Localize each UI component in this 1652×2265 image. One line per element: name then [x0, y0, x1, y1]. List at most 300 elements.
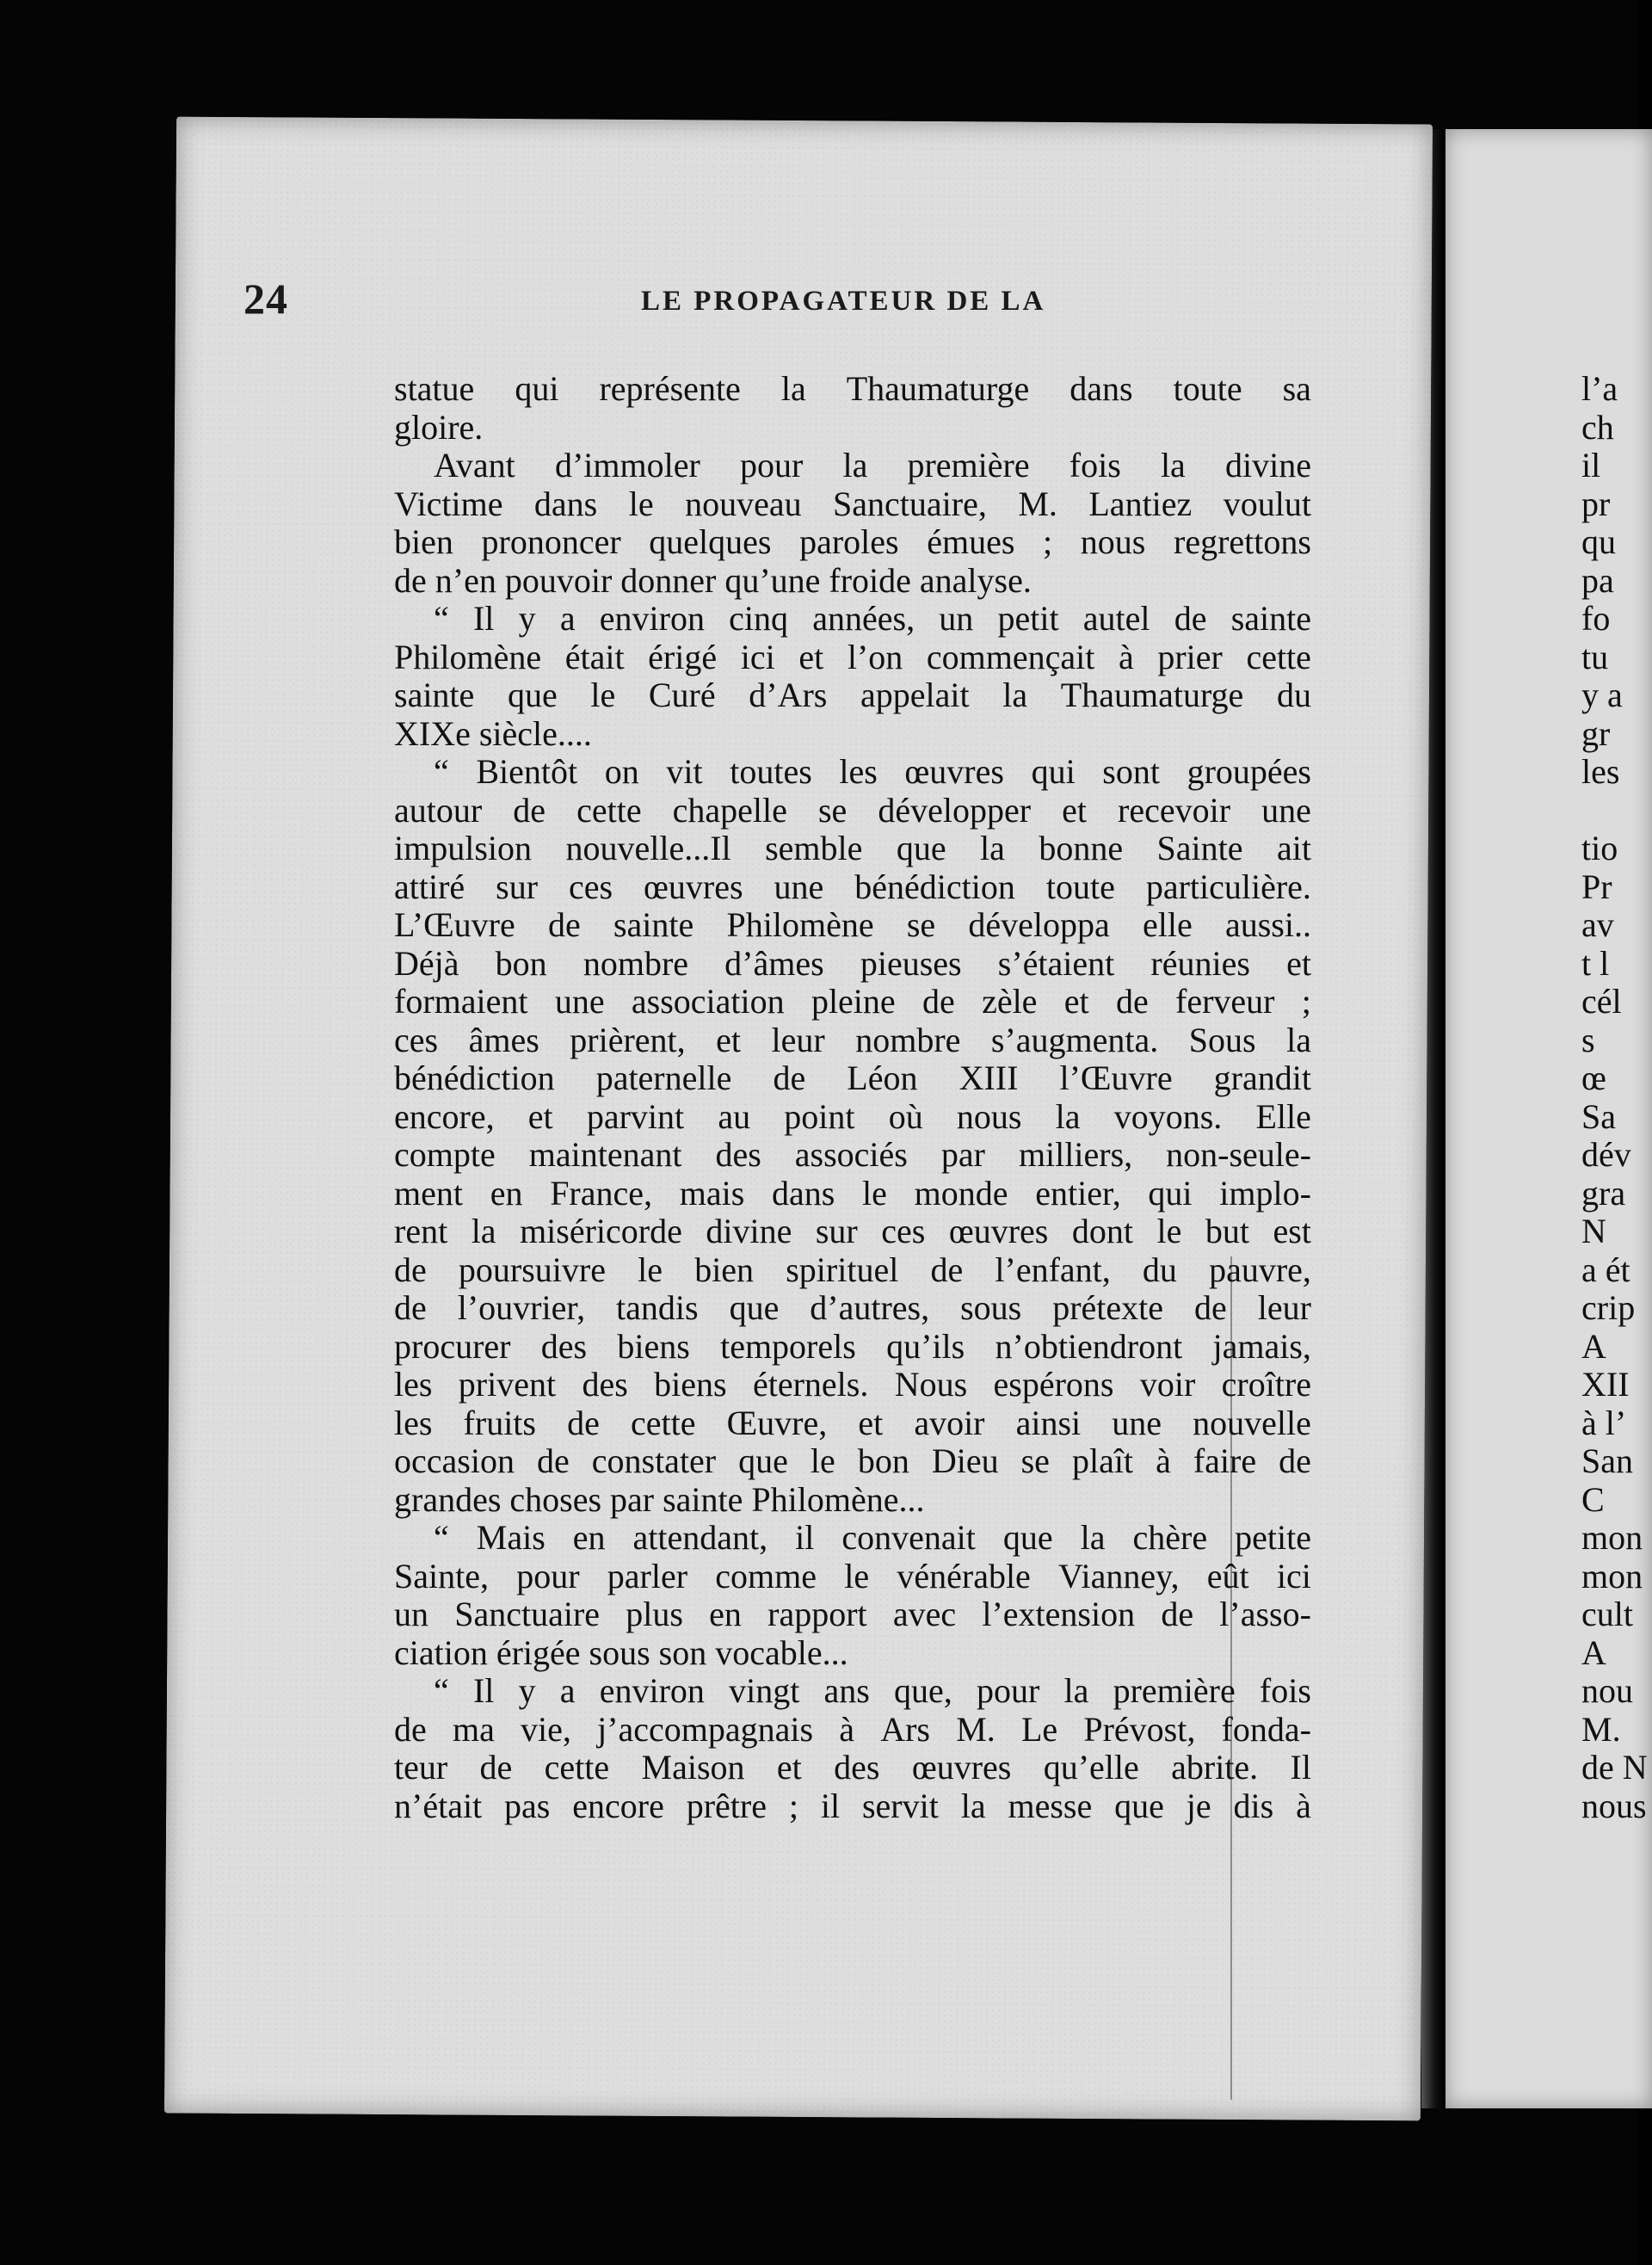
word: impulsion [394, 829, 533, 867]
word: de [536, 1441, 570, 1480]
word: M. [956, 1709, 996, 1749]
word: encore, [394, 1096, 495, 1136]
word: représente [599, 369, 741, 408]
word: petite [1235, 1518, 1311, 1557]
word: Ars [880, 1709, 930, 1749]
word: faire [1193, 1441, 1257, 1480]
word: de [547, 905, 581, 944]
word: Philomène [394, 637, 542, 676]
facing-page-fragment: les [1581, 752, 1620, 791]
facing-page-fragment: s [1581, 1020, 1595, 1059]
word: temporels [720, 1326, 856, 1366]
word: attendant, [632, 1518, 768, 1557]
word: prièrent, [570, 1020, 686, 1059]
text-line [394, 1328, 1311, 1367]
word: encore [572, 1786, 664, 1825]
text-line [394, 639, 1311, 677]
word: spirituel [786, 1250, 899, 1289]
word: se [817, 790, 848, 830]
word: Thaumaturge [846, 369, 1030, 408]
text-line [394, 792, 1311, 830]
facing-page-fragment: y a [1581, 676, 1623, 714]
text-line [394, 1366, 1311, 1404]
facing-page-fragment: crip [1581, 1288, 1636, 1327]
word: milliers, [1018, 1135, 1133, 1174]
facing-page-fragment: gr [1581, 713, 1611, 753]
word: et [1286, 943, 1311, 983]
word: poursuivre [458, 1250, 606, 1289]
word: vénérable [897, 1556, 1031, 1595]
word: une [774, 867, 824, 906]
text-line [394, 868, 1311, 907]
word: bénédiction [394, 1058, 555, 1097]
text-line [394, 1136, 1311, 1175]
word: au [718, 1096, 751, 1136]
word: pour [976, 1671, 1040, 1710]
word: maintenant [528, 1135, 682, 1174]
word: était [564, 637, 625, 676]
word: “ [434, 599, 449, 638]
word: et [1062, 790, 1087, 830]
word: à [839, 1709, 855, 1749]
word: Thaumaturge [1060, 676, 1244, 714]
word: pauvre, [1209, 1250, 1311, 1289]
text-line [394, 1749, 1311, 1787]
word: l’asso- [1219, 1595, 1311, 1633]
text-line [394, 1098, 1311, 1137]
word: première [1113, 1671, 1236, 1710]
word: Elle [1255, 1096, 1311, 1136]
word: Sainte [1156, 829, 1243, 867]
word: de [1115, 982, 1149, 1021]
word: fois [1259, 1671, 1311, 1710]
word: que [507, 676, 558, 714]
word: sainte [394, 676, 475, 714]
word: Déjà [394, 943, 459, 983]
word: statue [394, 369, 475, 408]
text-line-content: XIXe siècle.... [394, 713, 592, 753]
word: la [1080, 1518, 1106, 1557]
word: association [631, 982, 785, 1021]
word: de [513, 790, 546, 830]
word: le [810, 1441, 835, 1480]
word: toute [1045, 867, 1115, 906]
facing-page-fragment: tu [1581, 637, 1609, 676]
text-line [394, 1059, 1311, 1098]
word: dont [1071, 1212, 1133, 1250]
word: jamais, [1212, 1326, 1311, 1366]
word: de [922, 982, 955, 1021]
word: un [394, 1595, 428, 1633]
word: sa [1282, 369, 1311, 408]
word: années, [812, 599, 915, 638]
word: pour [739, 446, 804, 484]
word: pour [516, 1556, 580, 1595]
text-line [394, 1289, 1311, 1328]
facing-page-fragment: t l [1581, 943, 1610, 983]
word: associés [794, 1135, 908, 1174]
text-line [394, 753, 1311, 792]
word: ment [394, 1173, 463, 1213]
word: formaient [394, 982, 528, 1021]
word: j’accompagnais [597, 1709, 814, 1749]
word: divine [706, 1212, 792, 1250]
word: les [394, 1403, 433, 1442]
text-line-content: gloire. [394, 407, 484, 447]
word: en [490, 1173, 523, 1213]
word: fois [1069, 446, 1121, 484]
word: particulière. [1145, 867, 1311, 906]
word: point [784, 1096, 855, 1136]
word: bien [694, 1250, 755, 1289]
word: l’Œuvre [1059, 1058, 1173, 1097]
word: vingt [729, 1671, 800, 1710]
body-text [394, 370, 1311, 1825]
word: divine [1224, 446, 1311, 484]
word: semble [765, 829, 863, 867]
facing-page-fragment: cult [1581, 1595, 1633, 1633]
text-line [394, 1213, 1311, 1251]
word: se [1020, 1441, 1050, 1480]
word: parler [607, 1556, 688, 1595]
word: Léon [847, 1058, 918, 1097]
word: rapport [767, 1595, 867, 1633]
word: voir [1139, 1365, 1196, 1404]
word: et [1063, 982, 1089, 1021]
word: par [940, 1135, 985, 1174]
word: Mais [476, 1518, 546, 1557]
word: sainte [1230, 599, 1311, 638]
word: érigé [648, 637, 718, 676]
word: réunies [1150, 943, 1250, 983]
facing-page-fragment: fo [1581, 599, 1611, 638]
word: à [1118, 637, 1134, 676]
text-line [394, 1672, 1311, 1711]
text-line [394, 370, 1311, 409]
word: nombre [855, 1020, 961, 1059]
text-line [394, 1251, 1311, 1290]
word: abrite. [1171, 1748, 1259, 1787]
facing-page-fragment: l’a [1581, 369, 1618, 408]
word: voulut [1223, 484, 1311, 523]
word: Bientôt [476, 752, 578, 791]
facing-page-fragment: nous [1581, 1786, 1647, 1825]
word: Lantiez [1088, 484, 1193, 523]
text-line [394, 830, 1311, 868]
word: la [1002, 676, 1028, 714]
word: bonne [1039, 829, 1124, 867]
text-line [394, 485, 1311, 524]
word: plaît [1071, 1441, 1134, 1480]
word: éternels. [752, 1365, 869, 1404]
word: d’âmes [724, 943, 824, 983]
facing-page-fragment: Sa [1581, 1096, 1616, 1136]
text-line [394, 1558, 1311, 1596]
word: œuvres [911, 1748, 1012, 1787]
word: tandis [616, 1288, 699, 1327]
word: l’on [847, 637, 903, 676]
word: de [1193, 1288, 1227, 1327]
word: de [773, 1058, 806, 1097]
word: je [1186, 1786, 1211, 1825]
text-line [394, 906, 1311, 945]
word: œuvres [948, 1212, 1049, 1250]
word: œuvres [644, 867, 743, 906]
word: eût [1206, 1556, 1249, 1595]
word: ; [788, 1786, 798, 1825]
word: ces [881, 1212, 926, 1250]
word: messe [1008, 1786, 1093, 1825]
word: n’était [394, 1786, 483, 1825]
word: plus [626, 1595, 683, 1633]
word: constater [591, 1441, 717, 1480]
word: ici [740, 637, 775, 676]
text-line [394, 562, 1311, 601]
text-line [394, 676, 1311, 715]
running-title: LE PROPAGATEUR DE LA [641, 286, 1046, 317]
facing-page-fragment: tio [1581, 829, 1618, 867]
word: de [394, 1288, 427, 1327]
word: la [471, 1212, 496, 1250]
word: cinq [729, 599, 789, 638]
word: que [729, 1288, 780, 1327]
word: Philomène [726, 905, 874, 944]
word: on [604, 752, 639, 791]
word: le [628, 484, 654, 523]
word: groupées [1187, 752, 1311, 791]
word: et [527, 1096, 553, 1136]
word: nous [956, 1096, 1022, 1136]
word: a [559, 1671, 576, 1710]
word: toutes [730, 752, 812, 791]
word: parvint [586, 1096, 685, 1136]
word: “ [434, 1518, 449, 1557]
word: cette [630, 1403, 696, 1442]
word: nouvelle [1193, 1403, 1311, 1442]
word: chère [1132, 1518, 1208, 1557]
word: ; [1301, 982, 1311, 1021]
text-line [394, 409, 1311, 447]
word: Curé [648, 676, 716, 714]
word: de [394, 1709, 427, 1749]
word: sont [1102, 752, 1160, 791]
facing-page-fragment: nou [1581, 1671, 1633, 1710]
word: Il [1290, 1748, 1311, 1787]
word: et [716, 1020, 742, 1059]
word: elle [1143, 905, 1193, 944]
word: de [1279, 1441, 1311, 1480]
text-line [394, 1021, 1311, 1060]
word: compte [394, 1135, 496, 1174]
text-line [394, 1175, 1311, 1213]
word: à [1296, 1786, 1311, 1825]
word: Victime [394, 484, 503, 523]
word: paternelle [595, 1058, 732, 1097]
word: procurer [394, 1326, 511, 1366]
word: l’enfant, [995, 1250, 1111, 1289]
word: biens [617, 1326, 690, 1366]
word: développer [878, 790, 1032, 830]
word: regrettons [1174, 522, 1311, 561]
facing-page-fragment: A [1581, 1326, 1606, 1366]
word: autel [1082, 599, 1150, 638]
text-line-content: ciation érigée sous son vocable... [394, 1632, 848, 1672]
word: teur [394, 1748, 448, 1787]
word: et [776, 1748, 802, 1787]
facing-page-fragment: a ét [1581, 1250, 1630, 1289]
facing-page-fragment: av [1581, 905, 1614, 944]
word: cette [576, 790, 642, 830]
text-line [394, 1787, 1311, 1826]
word: grandit [1213, 1058, 1311, 1097]
word: l’extension [982, 1595, 1136, 1633]
word: prétexte [1052, 1288, 1164, 1327]
word: prêtre [686, 1786, 767, 1825]
word: vie, [521, 1709, 571, 1749]
facing-page-fragment: qu [1581, 522, 1616, 561]
word: d’immoler [554, 446, 700, 484]
word: L’Œuvre [394, 905, 515, 944]
word: s’augmenta. [990, 1020, 1159, 1059]
word: “ [434, 1671, 449, 1710]
page-number: 24 [243, 275, 288, 323]
word: sur [496, 867, 539, 906]
word: ans [823, 1671, 870, 1710]
word: ; [1043, 522, 1053, 561]
word: dans [1069, 369, 1133, 408]
word: environ [599, 1671, 705, 1710]
word: la [960, 1786, 986, 1825]
word: Dieu [931, 1441, 999, 1480]
word: œuvres [904, 752, 1004, 791]
word: que [738, 1441, 788, 1480]
word: Vianney, [1058, 1556, 1180, 1595]
word: y [518, 1671, 536, 1710]
word: convenait [841, 1518, 976, 1557]
word: nombre [583, 943, 689, 983]
text-line [394, 983, 1311, 1021]
word: Maison [641, 1748, 745, 1787]
word: Prévost, [1083, 1709, 1196, 1749]
word: dans [772, 1173, 835, 1213]
word: leur [771, 1020, 825, 1059]
facing-page-fragment: de N [1581, 1748, 1648, 1787]
word: l’ouvrier, [457, 1288, 586, 1327]
word: commençait [926, 637, 1095, 676]
word: les [394, 1365, 433, 1404]
word: Œuvre, [726, 1403, 828, 1442]
word: petit [997, 599, 1059, 638]
word: prononcer [481, 522, 621, 561]
word: Sanctuaire [454, 1595, 601, 1633]
word: rent [394, 1212, 448, 1250]
text-line [394, 1481, 1311, 1520]
word: la [1286, 1020, 1311, 1059]
word: sous [960, 1288, 1022, 1327]
word: la [780, 369, 806, 408]
facing-page-fragment: C [1581, 1479, 1605, 1519]
word: de [1174, 599, 1207, 638]
word: privent [458, 1365, 557, 1404]
word: chapelle [672, 790, 787, 830]
word: à [1156, 1441, 1171, 1480]
word: le [1156, 1212, 1182, 1250]
word: France, [550, 1173, 653, 1213]
word: d’Ars [749, 676, 828, 714]
word: de [394, 1250, 427, 1289]
text-line-content: grandes choses par sainte Philomène... [394, 1479, 925, 1519]
word: bien [394, 522, 453, 561]
facing-page-fragment: N [1581, 1212, 1606, 1250]
facing-page-fragment: il [1581, 446, 1601, 484]
word: sur [815, 1212, 858, 1250]
word: ait [1276, 829, 1311, 867]
word: biens [654, 1365, 727, 1404]
word: qui [1031, 752, 1076, 791]
word: nous [1080, 522, 1146, 561]
word: appelait [860, 676, 970, 714]
word: une [1261, 790, 1311, 830]
word: M. [1018, 484, 1057, 523]
word: quelques [649, 522, 772, 561]
facing-page-fragment: XII [1581, 1365, 1630, 1404]
word: dans [533, 484, 598, 523]
word: attiré [394, 867, 465, 906]
word: ferveur [1175, 982, 1275, 1021]
word: que, [894, 1671, 952, 1710]
word: prier [1157, 637, 1223, 676]
word: a [559, 599, 576, 638]
word: Il [472, 599, 495, 638]
word: implo- [1219, 1173, 1311, 1213]
text-line [394, 1404, 1311, 1443]
word: Il [472, 1671, 495, 1710]
word: leur [1257, 1288, 1311, 1327]
word: zèle [982, 982, 1038, 1021]
facing-page-fragment: pr [1581, 484, 1611, 523]
running-head [243, 274, 1328, 325]
word: des [715, 1135, 761, 1174]
word: que [1002, 1518, 1053, 1557]
word: s’étaient [997, 943, 1115, 983]
word: recevoir [1118, 790, 1231, 830]
facing-page-fragment: mon [1581, 1518, 1643, 1557]
word: des [582, 1365, 628, 1404]
facing-page-fragment: M. [1581, 1709, 1621, 1749]
text-line [394, 1519, 1311, 1558]
word: toute [1173, 369, 1242, 408]
word: avoir [914, 1403, 985, 1442]
word: des [834, 1748, 880, 1787]
word: émues [927, 522, 1015, 561]
word: but [1205, 1212, 1249, 1250]
word: nouvelle...Il [565, 829, 731, 867]
word: monde [914, 1173, 1008, 1213]
facing-page-fragment: gra [1581, 1173, 1626, 1213]
facing-page-fragment: à l’ [1581, 1403, 1627, 1442]
word: la [842, 446, 868, 484]
word: et [798, 637, 824, 676]
text-line [394, 715, 1311, 754]
word: Sainte, [394, 1556, 489, 1595]
word: il [820, 1786, 841, 1825]
word: comme [715, 1556, 817, 1595]
word: n’obtiendront [995, 1326, 1183, 1366]
word: environ [599, 599, 705, 638]
word: une [1112, 1403, 1162, 1442]
word: la [980, 829, 1005, 867]
word: un [939, 599, 974, 638]
